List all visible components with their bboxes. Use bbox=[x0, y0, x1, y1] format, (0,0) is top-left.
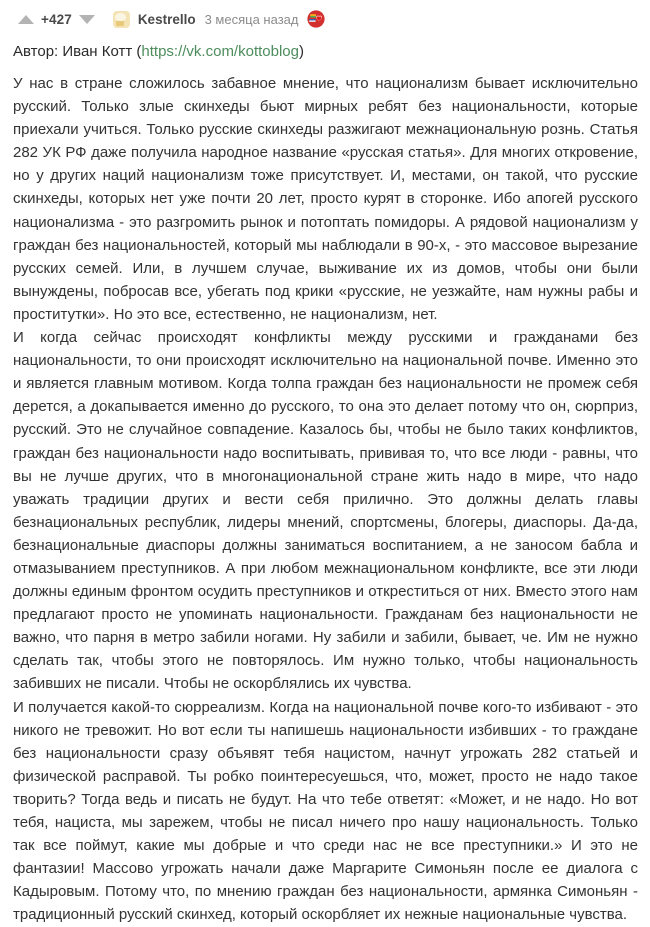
post-header bbox=[0, 0, 650, 34]
author-username[interactable]: Kestrello bbox=[137, 11, 196, 27]
byline-suffix: ) bbox=[298, 43, 304, 60]
post-paragraph: И получается какой-то сюрреализм. Когда на национальной почве кого-то избивают - это никого не тревожит. Но вот если ты напишешь национальности избивших - то граждане без национальности сразу объявят тебя нацистом, начнут угрожать 282 статьей и физической расправой. Ты робко поинтересуешься, что, может, просто не надо такое творить? Тогда ведь и писать не будут. На что тебе ответят: «Может, и не надо. Но вот тебя, нациста, мы зарежем, чтобы не писал ничего про нашу национальность. Только так все поймут, какие мы добрые и что среди нас не все преступники.» И это не фантазии! Массово угрожать начали даже Маргарите Симоньян после ее диалога с Кадыровым. Потому что, по мнению граждан без национальности, армянка Симоньян - традиционный русский скинхед, который оскорбляет их нежные национальные чувства. bbox=[13, 698, 638, 924]
vote-group bbox=[18, 12, 95, 27]
vote-score: +427 bbox=[41, 11, 72, 27]
author-source-link[interactable]: https://vk.com/kottoblog bbox=[141, 43, 299, 60]
triangle-up-icon[interactable] bbox=[18, 15, 34, 24]
byline bbox=[13, 40, 638, 63]
triangle-down-icon[interactable] bbox=[79, 15, 95, 24]
post-paragraph: У нас в стране сложилось забавное мнение, что национализм бывает исключительно русский. Только злые скинхеды бьют мирных ребят без национальности, которые приехали учиться. Только русские скинхеды разжигают межнациональную рознь. Статья 282 УК РФ даже получила народное название «русская статья». Для многих откровение, но у других наций национализм тоже присутствует. И, местами, он такой, что русские скинхеды, которых нет уже почти 20 лет, просто курят в сторонке. Ибо апогей русского национализма - это разгромить рынок и потоптать помидоры. А рядовой национализм у граждан без национальностей, который мы наблюдали в 90-х, - это массовое вырезание русских семей. Или, в лучшем случае, выживание их из домов, чтобы они были вынуждены, побросав все, убегать под крики «русские, не уезжайте, нам нужны рабы и проститутки». Но это все, естественно, не национализм, нет. bbox=[13, 75, 638, 323]
byline-prefix: Автор: Иван Котт ( bbox=[13, 43, 142, 60]
post-body bbox=[0, 34, 650, 926]
post-paragraph: И когда сейчас происходят конфликты между русскими и гражданами без национальности, то они происходят исключительно на национальной почве. Именно это и является главным мотивом. Когда толпа граждан без национальности не промеж себя дерется, а докапывается именно до русского, то она это делает потому что он, сюрприз, русский. Это не случайное совпадение. Казалось бы, чтобы не было таких конфликтов, граждан без национальности надо воспитывать, прививая то, что все люди - равны, что вы не лучше других, что в многонациональной стране жить надо в мире, что надо уважать традиции других и вести себя прилично. Это должны делать главы безнациональных республик, лидеры мнений, спортсмены, блогеры, диаспоры. Да-да, безнациональные диаспоры должны заниматься воспитанием, а не заносом бабла и отмазыванием преступников. А при любом межнациональном конфликте, все эти люди должны единым фронтом осудить преступников и откреститься от них. Вместо этого нам предлагают просто не упоминать национальности. Гражданам без национальности не важно, что парня в метро забили ногами. Ну забили и забили, бывает, че. Им не нужно сделать так, чтобы этого не повторялось. Им нужно только, чтобы национальность забивших не писали. Чтобы не оскорблялись их чувства. bbox=[13, 329, 638, 693]
post-timestamp: 3 месяца назад bbox=[204, 11, 299, 27]
flags-heart-badge-icon bbox=[307, 10, 325, 28]
user-avatar-icon[interactable] bbox=[113, 11, 130, 28]
